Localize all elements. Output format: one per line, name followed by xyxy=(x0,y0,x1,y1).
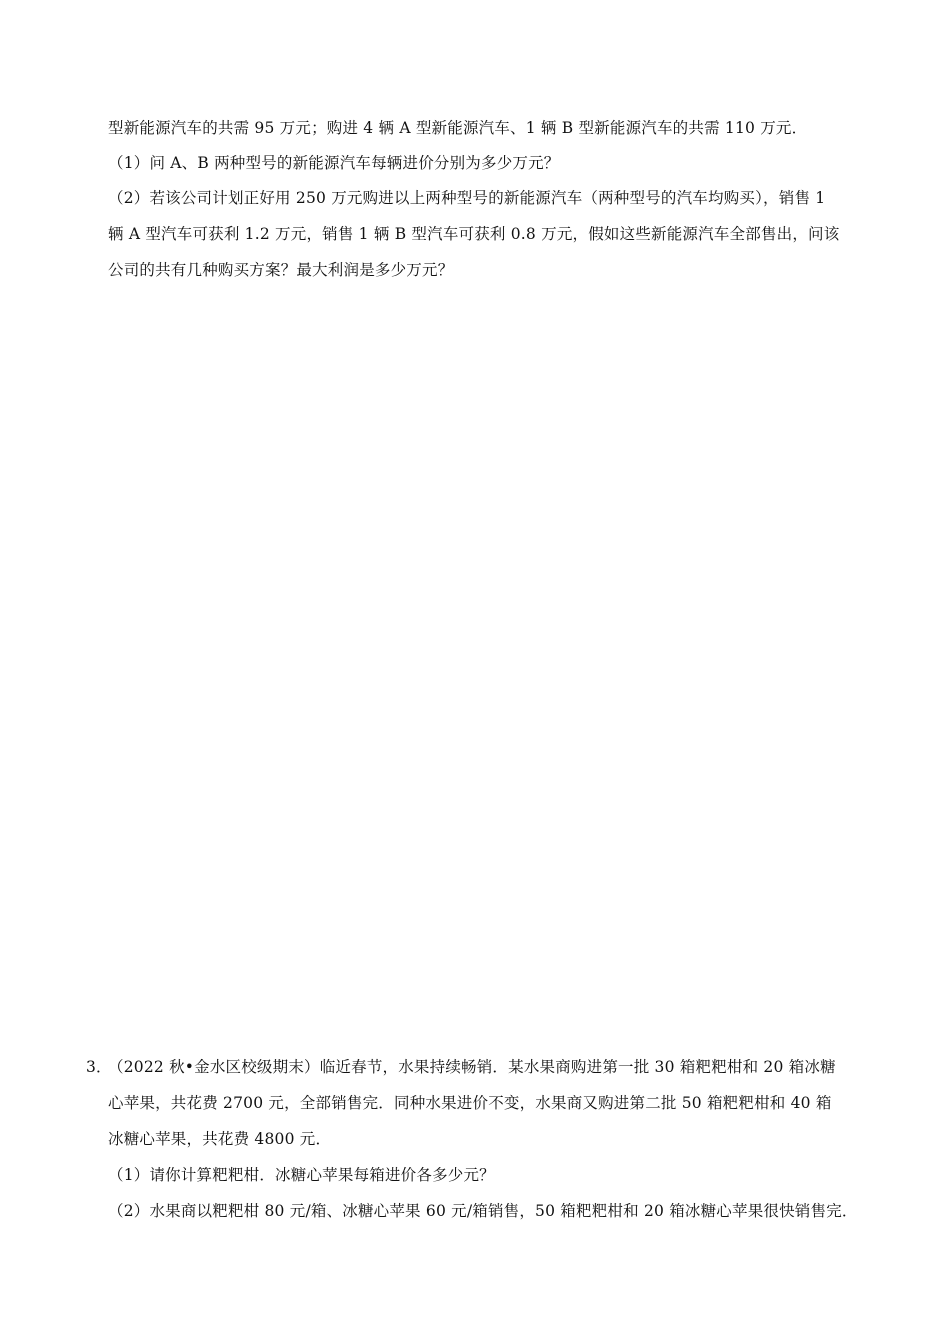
q2-part-2-line-1: （2）若该公司计划正好用 250 万元购进以上两种型号的新能源汽车（两种型号的汽车均购买），销售 1 xyxy=(108,189,826,207)
q3-text-line-3: 冰糖心苹果，共花费 4800 元． xyxy=(108,1130,332,1148)
q3-text-line-1: （2022 秋•金水区校级期末）临近春节，水果持续畅销．某水果商购进第一批 30 箱粑粑柑和 20 箱冰糖 xyxy=(108,1058,836,1076)
q2-part-2-line-2: 辆 A 型汽车可获利 1.2 万元，销售 1 辆 B 型汽车可获利 0.8 万元，假如这些新能源汽车全部售出，问该 xyxy=(108,225,840,243)
q3-number: 3． xyxy=(86,1058,112,1076)
q2-part-1: （1）问 A、B 两种型号的新能源汽车每辆进价分别为多少万元？ xyxy=(108,154,560,172)
q3-part-2: （2）水果商以粑粑柑 80 元/箱、冰糖心苹果 60 元/箱销售，50 箱粑粑柑和 20 箱冰糖心苹果很快销售完． xyxy=(108,1202,858,1220)
q2-text-line-1: 型新能源汽车的共需 95 万元；购进 4 辆 A 型新能源汽车、1 辆 B 型新能源汽车的共需 110 万元． xyxy=(108,119,808,137)
q3-part-1: （1）请你计算粑粑柑．冰糖心苹果每箱进价各多少元？ xyxy=(108,1166,495,1184)
q2-part-2-line-3: 公司的共有几种购买方案？最大利润是多少万元？ xyxy=(108,261,454,279)
q3-text-line-2: 心苹果，共花费 2700 元，全部销售完．同种水果进价不变，水果商又购进第二批 50 箱粑粑柑和 40 箱 xyxy=(108,1094,832,1112)
